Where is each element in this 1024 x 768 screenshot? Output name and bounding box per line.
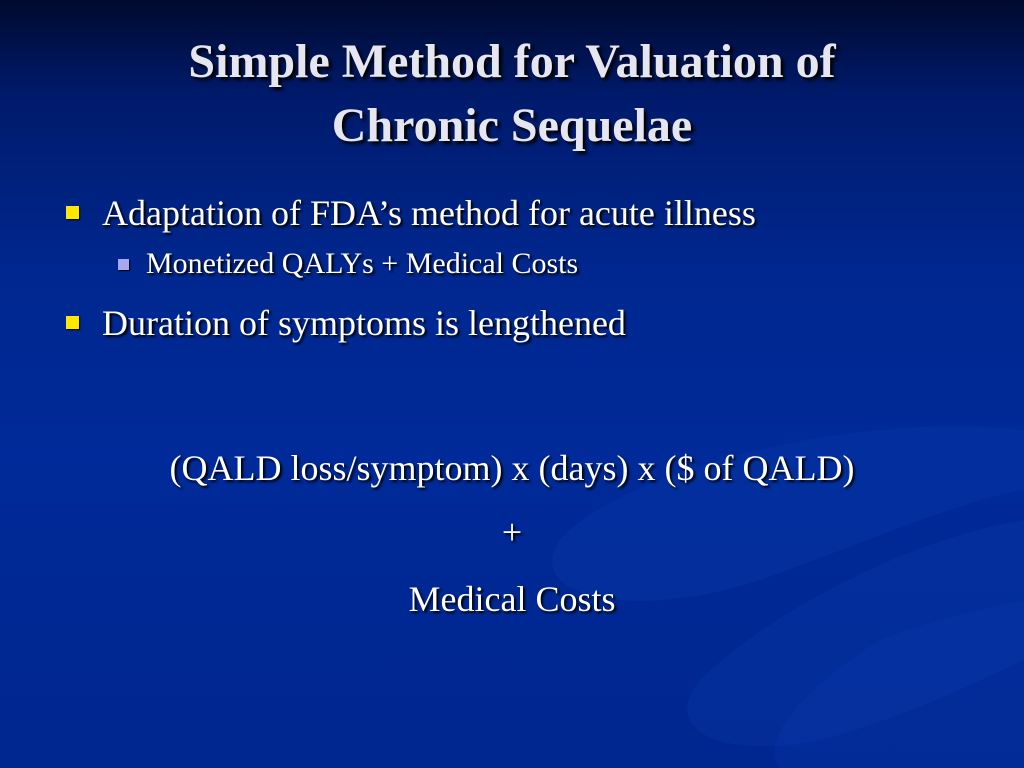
formula-plus-sign: + <box>501 512 523 552</box>
bullet-list <box>62 188 1002 348</box>
slide-title-line-1: Simple Method for Valuation of <box>188 35 836 88</box>
sub-bullet-text: Monetized QALYs + Medical Costs <box>146 247 579 280</box>
lavender-square-bullet-icon <box>118 259 129 270</box>
bullet-item-duration <box>62 298 1002 348</box>
sub-bullet-item-monetized <box>62 242 1002 286</box>
slide-title-line-2: Chronic Sequelae <box>331 99 693 152</box>
bullet-text: Duration of symptoms is lengthened <box>102 303 626 343</box>
yellow-square-bullet-icon <box>66 316 79 329</box>
formula-line-1: (QALD loss/symptom) x (days) x ($ of QALD) <box>169 448 855 488</box>
bullet-text: Adaptation of FDA’s method for acute illness <box>102 193 756 233</box>
yellow-square-bullet-icon <box>66 206 79 219</box>
formula-line-3: Medical Costs <box>408 579 616 619</box>
slide-title <box>0 30 1024 158</box>
bullet-item-adaptation <box>62 188 1002 238</box>
